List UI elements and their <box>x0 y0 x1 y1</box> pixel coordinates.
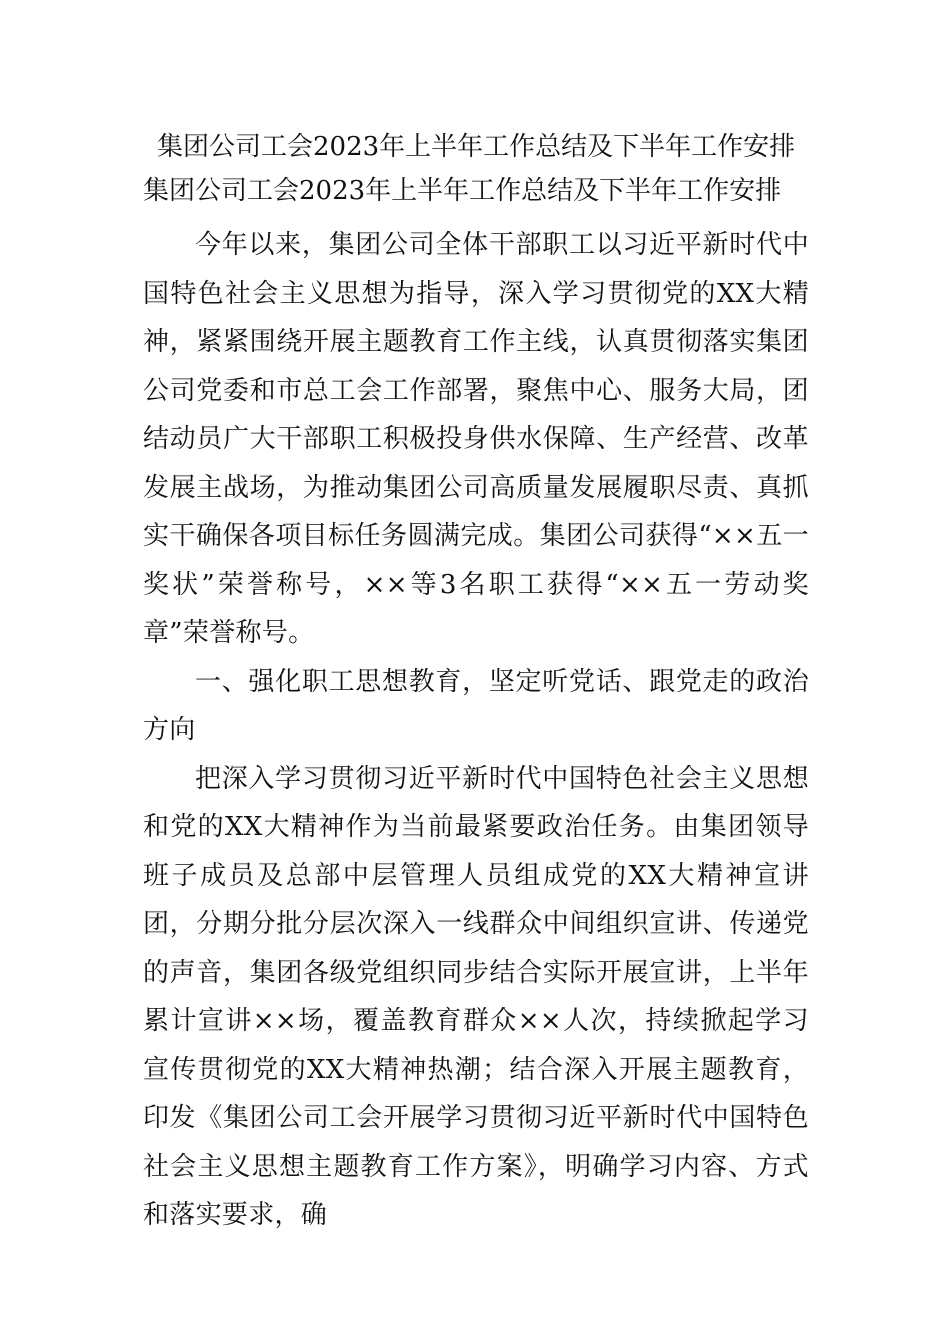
intro-paragraph: 今年以来，集团公司全体干部职工以习近平新时代中国特色社会主义思想为指导，深入学习贯彻党的XX大精神，紧紧围绕开展主题教育工作主线，认真贯彻落实集团公司党委和市总工会工作部署，聚焦中心、服务大局，团结动员广大干部职工积极投身供水保障、生产经营、改革发展主战场，为推动集团公司高质量发展履职尽责、真抓实干确保各项目标任务圆满完成。集团公司获得“××五一奖状”荣誉称号，××等3名职工获得“××五一劳动奖章”荣誉称号。 <box>143 230 809 648</box>
section-1-paragraph: 把深入学习贯彻习近平新时代中国特色社会主义思想和党的XX大精神作为当前最紧要政治任务。由集团领导班子成员及总部中层管理人员组成党的XX大精神宣讲团，分期分批分层次深入一线群众中间组织宣讲、传递党的声音，集团各级党组织同步结合实际开展宣讲，上半年累计宣讲××场，覆盖教育群众××人次，持续掀起学习宣传贯彻党的XX大精神热潮；结合深入开展主题教育，印发《集团公司工会开展学习贯彻习近平新时代中国特色社会主义思想主题教育工作方案》，明确学习内容、方式和落实要求，确 <box>143 763 809 1230</box>
document-subtitle: 集团公司工会2023年上半年工作总结及下半年工作安排 <box>143 176 782 206</box>
section-heading-1: 一、强化职工思想教育，坚定听党话、跟党走的政治方向 <box>143 666 809 745</box>
document-body <box>143 125 809 1240</box>
document-title: 集团公司工会2023年上半年工作总结及下半年工作安排 <box>157 132 796 162</box>
